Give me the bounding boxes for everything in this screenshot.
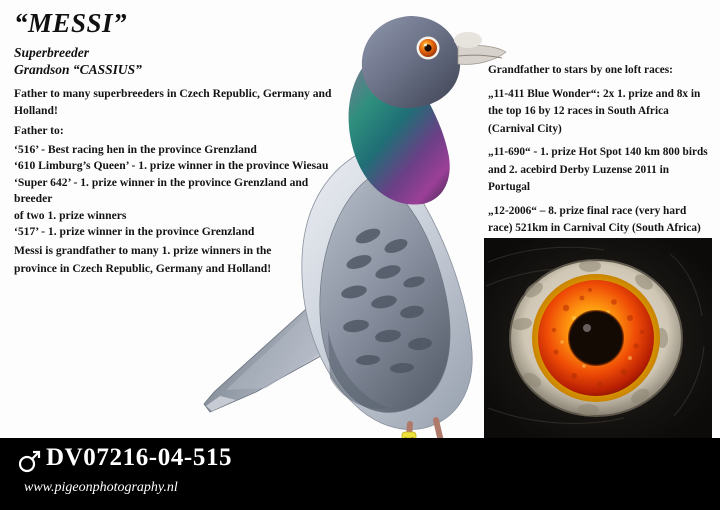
website-url[interactable]: www.pigeonphotography.nl — [24, 480, 178, 495]
right-entry: „11-690“ - 1. prize Hot Spot 140 km 800 birds and 2. acebird Derby Luzense 2011 in Portugal — [488, 146, 708, 193]
right-heading: Grandfather to stars by one loft races: — [488, 64, 673, 76]
right-entry: „11-411 Blue Wonder“: 2x 1. prize and 8x in the top 16 by 12 races in South Africa (Carnival City) — [488, 87, 701, 135]
subtitle-grandson: Grandson “CASSIUS” — [14, 62, 142, 77]
ring-number: DV07216-04-515 — [46, 444, 233, 471]
list-item: ‘Super 642’ - 1. prize winner in the province Grenzland and breeder — [14, 175, 309, 205]
footer-bar — [0, 438, 720, 510]
right-text-column — [488, 62, 710, 238]
left-text-column — [12, 8, 342, 241]
male-symbol-icon — [18, 448, 42, 474]
grandfather-paragraph: Messi is grandfather to many 1. prize winners in the province in Czech Republic, Germany and Holland! — [14, 244, 272, 275]
subtitle-superbreeder: Superbreeder — [14, 45, 89, 60]
pigeon-eye-closeup — [484, 238, 712, 438]
left-father-to-label: Father to: — [14, 124, 64, 137]
page-title: “MESSI” — [14, 8, 128, 38]
left-lead-text: Father to many superbreeders in Czech Republic, Germany and Holland! — [14, 87, 332, 117]
left-paragraph-block — [12, 242, 312, 278]
offspring-list — [14, 142, 342, 241]
list-item: ‘610 Limburg’s Queen’ - 1. prize winner in the province Wiesau — [14, 159, 329, 172]
right-entry: „12-2006“ – 8. prize final race (very hard race) 521km in Carnival City (South Africa) — [488, 204, 701, 234]
list-item: ‘516’ - Best racing hen in the province Grenzland — [14, 142, 257, 156]
list-item: of two 1. prize winners — [14, 208, 127, 222]
list-item: ‘517’ - 1. prize winner in the province Grenzland — [14, 225, 255, 238]
